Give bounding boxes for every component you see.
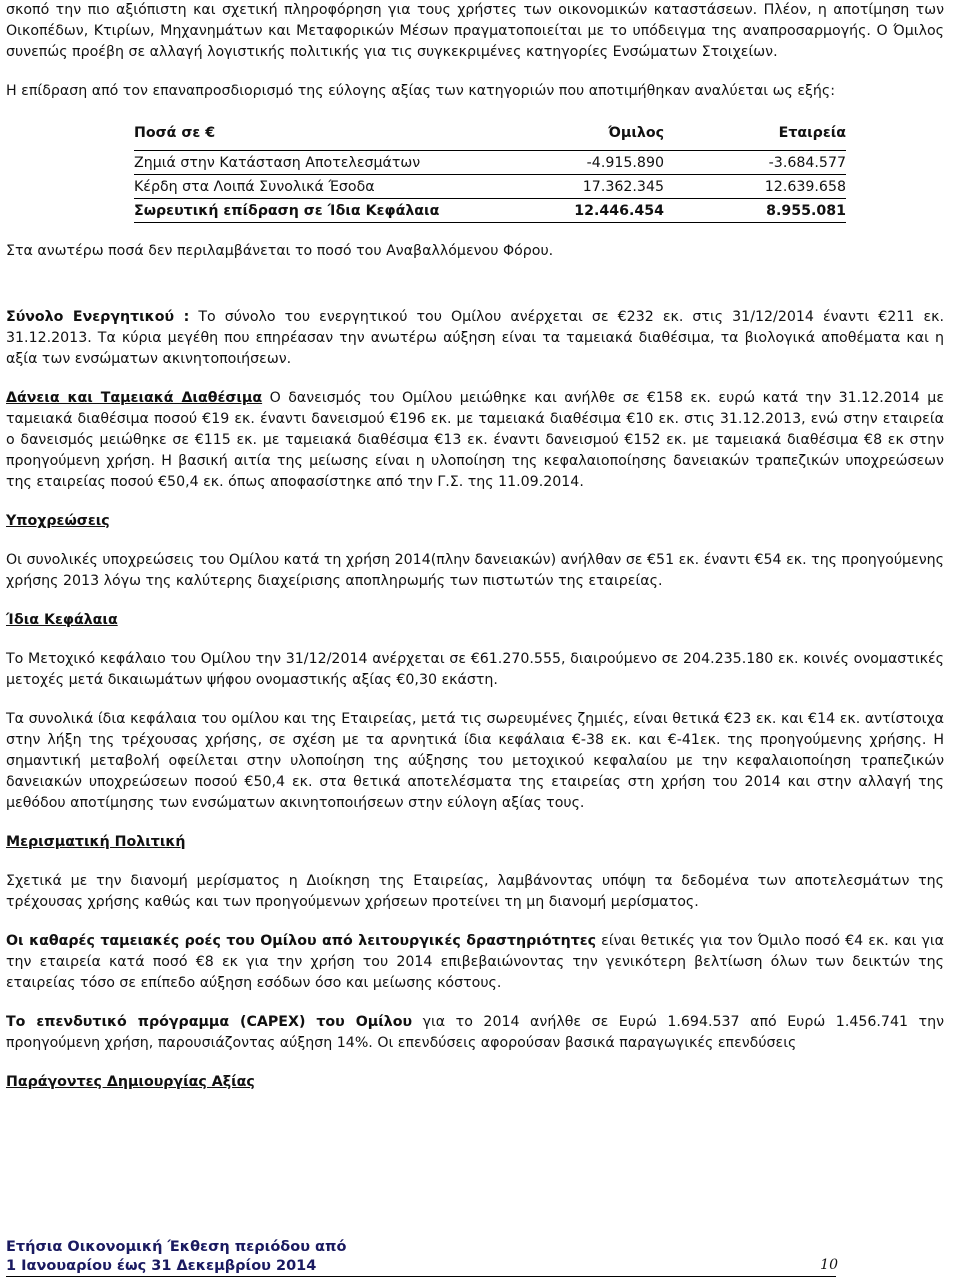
page-number: 10 bbox=[820, 1257, 838, 1273]
capex-text: για το 2014 ανήλθε σε Ευρώ 1.694.537 από Ευρώ 1.456.741 την προηγούμενη χρήση, παρουσιάζοντας αύξηση 14%. Οι επενδύσεις αφορούσαν βασικά παραγωγικές επενδύσεις bbox=[6, 1014, 944, 1051]
footer-line-1: Ετήσια Οικονομική Έκθεση περιόδου από bbox=[6, 1239, 347, 1255]
header-amounts: Ποσά σε € bbox=[134, 116, 504, 151]
dividend-heading: Μερισματική Πολιτική bbox=[6, 834, 186, 850]
row-company-value: -3.684.577 bbox=[678, 151, 846, 175]
row-company-value: 12.639.658 bbox=[678, 175, 846, 199]
value-creation-heading: Παράγοντες Δημιουργίας Αξίας bbox=[6, 1074, 255, 1090]
intro-paragraph: σκοπό την πιο αξιόπιστη και σχετική πληροφόρηση για τους χρήστες των οικονομικών καταστάσεων. Πλέον, η αποτίμηση των Οικοπέδων, Κτιρίων, Μηχανημάτων και Μεταφορικών Μέσων πραγματοποιείται με το υπόδειγμα της αναπροσαρμογής. Ο Όμιλος συνεπώς προέβη σε αλλαγή λογιστικής πολιτικής για τις συγκεκριμένες κατηγορίες Ενσώματων Στοιχείων. bbox=[6, 2, 944, 60]
equity-paragraph-2: Τα συνολικά ίδια κεφάλαια του ομίλου και της Εταιρείας, μετά τις σωρευμένες ζημιές, είναι θετικά €23 εκ. και €14 εκ. αντίστοιχα στην λήξη της τρέχουσας χρήσης, σε σχέση με τα αρνητικά ίδια κεφάλαια €-38 εκ. και €-41εκ. της προηγούμενης χρήσης. Η σημαντική μεταβολή οφείλεται στην υλοποίηση της αύξησης του μετοχικού κεφαλαίου με την κεφαλαιοποίηση τραπεζικών δανειακών υποχρεώσεων ποσού €50,4 εκ. στα θετικά αποτελέσματα της εταιρείας στη χρήση του 2014 και στην αλλαγή της μεθόδου αποτίμησης των ενσώματων ακινητοποιήσεων στην εύλογη αξίας τους. bbox=[6, 711, 944, 811]
liabilities-heading: Υποχρεώσεις bbox=[6, 513, 110, 529]
document-page bbox=[6, 0, 944, 1093]
assets-text: Το σύνολο του ενεργητικού του Ομίλου ανέρχεται σε €232 εκ. στις 31/12/2014 έναντι €211 εκ. 31.12.2013. Τα κύρια μεγέθη που επηρέασαν την ανωτέρω αύξηση είναι τα ταμειακά διαθέσιμα, τα βιολογικά αποθέματα και η αξία των ενσώματων ακινητοποιήσεων. bbox=[6, 309, 944, 367]
table-note: Στα ανωτέρω ποσά δεν περιλαμβάνεται το ποσό του Αναβαλλόμενου Φόρου. bbox=[6, 243, 554, 259]
row-label: Κέρδη στα Λοιπά Συνολικά Έσοδα bbox=[134, 175, 504, 199]
header-company: Εταιρεία bbox=[678, 116, 846, 151]
cashflow-paragraph bbox=[6, 931, 944, 994]
equity-paragraph-1: Το Μετοχικό κεφάλαιο του Ομίλου την 31/12/2014 ανέρχεται σε €61.270.555, διαιρούμενο σε 204.235.180 εκ. κοινές ονομαστικές μετοχές μετά δικαιωμάτων ψήφου ονομαστικής αξίας €0,30 εκάστη. bbox=[6, 651, 944, 688]
page-footer bbox=[6, 1238, 838, 1276]
row-label: Ζημιά στην Κατάσταση Αποτελεσμάτων bbox=[134, 151, 504, 175]
row-group-value: 17.362.345 bbox=[504, 175, 678, 199]
cashflow-heading: Οι καθαρές ταμειακές ροές του Ομίλου από λειτουργικές δραστηριότητες bbox=[6, 933, 597, 949]
equity-heading: Ίδια Κεφάλαια bbox=[6, 612, 118, 628]
table-row bbox=[134, 175, 846, 199]
total-company-value: 8.955.081 bbox=[678, 199, 846, 223]
liabilities-text: Οι συνολικές υποχρεώσεις του Ομίλου κατά τη χρήση 2014(πλην δανειακών) ανήλθαν σε €51 εκ. έναντι €54 εκ. της προηγούμενης χρήσης 2013 λόγω της καλύτερης διαχείρισης αποπληρωμής των πιστωτών της εταιρείας. bbox=[6, 552, 944, 589]
table-total-row bbox=[134, 199, 846, 223]
loans-paragraph bbox=[6, 388, 944, 493]
table-header-row bbox=[134, 116, 846, 151]
row-group-value: -4.915.890 bbox=[504, 151, 678, 175]
effect-paragraph: Η επίδραση από τον επαναπροσδιορισμό της εύλογης αξίας των κατηγοριών που αποτιμήθηκαν αναλύεται ως εξής: bbox=[6, 83, 835, 99]
cashflow-text: είναι θετικές για τον Όμιλο ποσό €4 εκ. και για την εταιρεία κατά ποσό €8 εκ για την χρήση του 2014 επιβεβαιώνοντας την γενικότερη βελτίωση όλων των δεικτών της εταιρείας τόσο σε επίπεδο αύξηση εσόδων όσο και μείωσης κόστους. bbox=[6, 933, 945, 991]
loans-heading: Δάνεια και Ταμειακά Διαθέσιμα bbox=[6, 390, 263, 406]
dividend-text: Σχετικά με την διανομή μερίσματος η Διοίκηση της Εταιρείας, λαμβάνοντας υπόψη τα δεδομένα των αποτελεσμάτων της τρέχουσας χρήσης καθώς και των προηγούμενων χρήσεων προτείνει τη μη διανομή μερίσματος. bbox=[6, 873, 944, 910]
header-group: Όμιλος bbox=[504, 116, 678, 151]
table-row bbox=[134, 151, 846, 175]
loans-text: Ο δανεισμός του Ομίλου μειώθηκε και ανήλθε σε €158 εκ. ευρώ κατά την 31.12.2014 με ταμειακά διαθέσιμα ποσού €19 εκ. έναντι δανεισμού €196 εκ. με ταμειακά διαθέσιμα €10 εκ. στις 31.12.2013, ενώ στην εταιρεία ο δανεισμός μειώθηκε σε €115 εκ. με ταμειακά διαθέσιμα €13 εκ. έναντι δανεισμού €152 εκ. με ταμειακά διαθέσιμα €8 εκ στην προηγούμενη χρήση. Η βασική αιτία της μείωσης είναι η υλοποίηση της κεφαλαιοποίησης δανειακών τραπεζικών υποχρεώσεων της εταιρείας ποσού €50,4 εκ. όπως αποφασίστηκε από την Γ.Σ. της 11.09.2014. bbox=[6, 390, 944, 490]
total-label: Σωρευτική επίδραση σε Ίδια Κεφάλαια bbox=[134, 199, 504, 223]
capex-paragraph bbox=[6, 1012, 944, 1054]
capex-heading: Το επενδυτικό πρόγραμμα (CAPEX) του Ομίλου bbox=[6, 1014, 413, 1030]
footer-line-2: 1 Ιανουαρίου έως 31 Δεκεμβρίου 2014 bbox=[6, 1258, 317, 1274]
total-group-value: 12.446.454 bbox=[504, 199, 678, 223]
assets-paragraph bbox=[6, 307, 944, 370]
assets-heading: Σύνολο Ενεργητικού : bbox=[6, 309, 190, 325]
fair-value-table bbox=[134, 116, 846, 223]
